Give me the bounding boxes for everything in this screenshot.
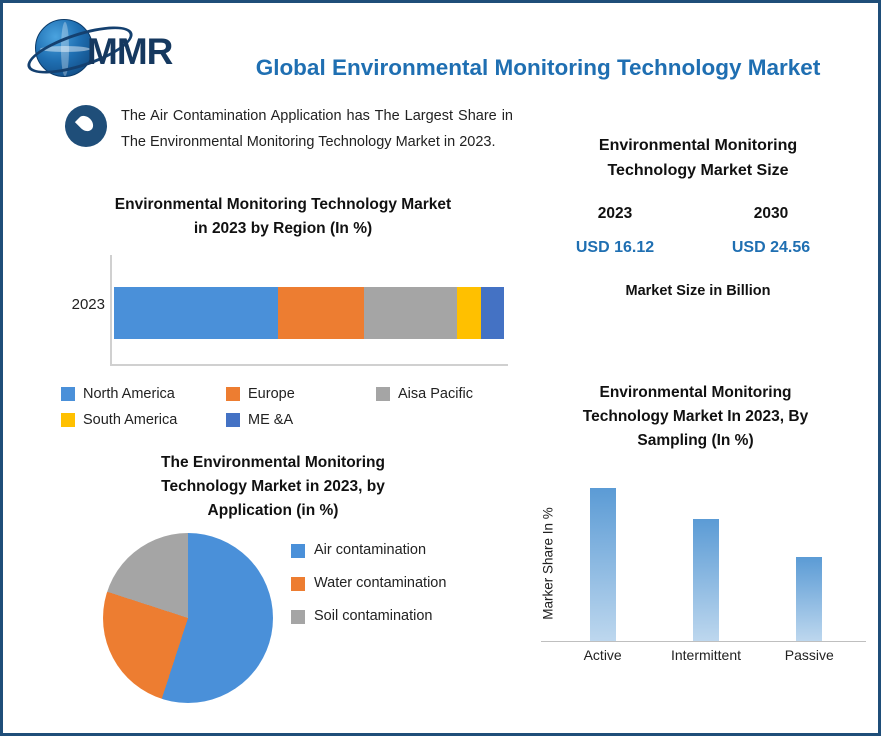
legend-swatch-icon xyxy=(61,413,75,427)
application-legend-label: Soil contamination xyxy=(314,608,433,624)
region-segment xyxy=(457,287,480,339)
market-size-title-line1: Environmental Monitoring xyxy=(598,137,798,154)
sampling-title-line2: Technology Market In 2023, By xyxy=(582,408,809,425)
application-chart xyxy=(43,451,503,731)
market-size-value-2023: USD 16.12 xyxy=(575,239,655,256)
region-title-line1: Environmental Monitoring Technology Market xyxy=(114,196,452,213)
application-title-line2: Technology Market in 2023, by xyxy=(161,478,385,495)
sampling-y-axis-label: Marker Share In % xyxy=(540,507,556,620)
region-legend-label: South America xyxy=(83,412,178,428)
region-legend-label: Aisa Pacific xyxy=(398,386,473,402)
region-legend-item xyxy=(61,381,226,407)
application-legend-item xyxy=(291,607,501,626)
sampling-title-line3: Sampling (In %) xyxy=(637,432,754,449)
market-size-title-line2: Technology Market Size xyxy=(607,162,789,179)
header xyxy=(3,3,878,95)
legend-swatch-icon xyxy=(376,387,390,401)
callout-badge xyxy=(65,105,107,147)
region-legend-label: ME &A xyxy=(248,412,294,428)
sampling-x-axis xyxy=(541,641,866,642)
application-title-line3: Application (in %) xyxy=(207,502,339,519)
market-size-title xyxy=(533,133,863,183)
region-segment xyxy=(114,287,278,339)
region-legend-item xyxy=(226,381,376,407)
water-drop-icon xyxy=(75,113,96,134)
legend-swatch-icon xyxy=(291,544,305,558)
sampling-bar xyxy=(590,488,616,641)
application-title-line1: The Environmental Monitoring xyxy=(161,454,385,471)
region-legend-item xyxy=(376,381,511,407)
sampling-chart-title xyxy=(523,381,868,453)
region-legend-label: Europe xyxy=(248,386,295,402)
sampling-category-labels xyxy=(551,647,861,663)
sampling-bar xyxy=(796,557,822,641)
legend-swatch-icon xyxy=(226,387,240,401)
sampling-plot xyxy=(551,473,861,641)
sampling-category-label: Active xyxy=(583,647,622,663)
region-chart-title xyxy=(53,193,513,241)
region-category-label: 2023 xyxy=(71,296,105,313)
sampling-bar xyxy=(693,519,719,641)
region-chart xyxy=(53,193,513,443)
legend-swatch-icon xyxy=(291,577,305,591)
application-pie xyxy=(103,533,273,703)
market-size-year-2023: 2023 xyxy=(597,205,633,222)
callout-text: The Air Contamination Application has The Largest Share in The Environmental Monitoring Technology Market in 2023. xyxy=(121,108,513,150)
region-legend-item xyxy=(61,407,226,433)
sampling-category-label: Intermittent xyxy=(670,647,741,663)
region-legend xyxy=(61,381,513,433)
market-size-value-2030: USD 24.56 xyxy=(731,239,811,256)
market-size-note: Market Size in Billion xyxy=(625,283,771,299)
region-title-line2: in 2023 by Region (In %) xyxy=(193,220,373,237)
legend-swatch-icon xyxy=(291,610,305,624)
region-legend-item xyxy=(226,407,376,433)
application-legend-label: Air contamination xyxy=(314,542,427,558)
sampling-title-line1: Environmental Monitoring xyxy=(599,384,792,401)
mmr-logo xyxy=(25,13,200,83)
legend-swatch-icon xyxy=(61,387,75,401)
application-legend-item xyxy=(291,574,501,593)
application-legend-item xyxy=(291,541,501,560)
market-size-year-2030: 2030 xyxy=(753,205,789,222)
callout xyxy=(65,103,520,181)
sampling-category-label: Passive xyxy=(784,647,834,663)
application-chart-title xyxy=(83,451,463,523)
market-size-panel xyxy=(533,133,863,323)
region-segment xyxy=(364,287,458,339)
application-legend-label: Water contamination xyxy=(314,575,447,591)
region-segment xyxy=(481,287,504,339)
page-title: Global Environmental Monitoring Technology Market xyxy=(255,55,821,80)
region-x-axis xyxy=(110,364,508,366)
region-segment xyxy=(278,287,364,339)
legend-swatch-icon xyxy=(226,413,240,427)
logo-text: MMR xyxy=(87,31,173,72)
region-stacked-bar xyxy=(114,287,504,339)
sampling-chart xyxy=(513,381,873,701)
region-legend-label: North America xyxy=(83,386,175,402)
region-y-axis xyxy=(110,255,112,365)
application-legend xyxy=(291,541,501,640)
